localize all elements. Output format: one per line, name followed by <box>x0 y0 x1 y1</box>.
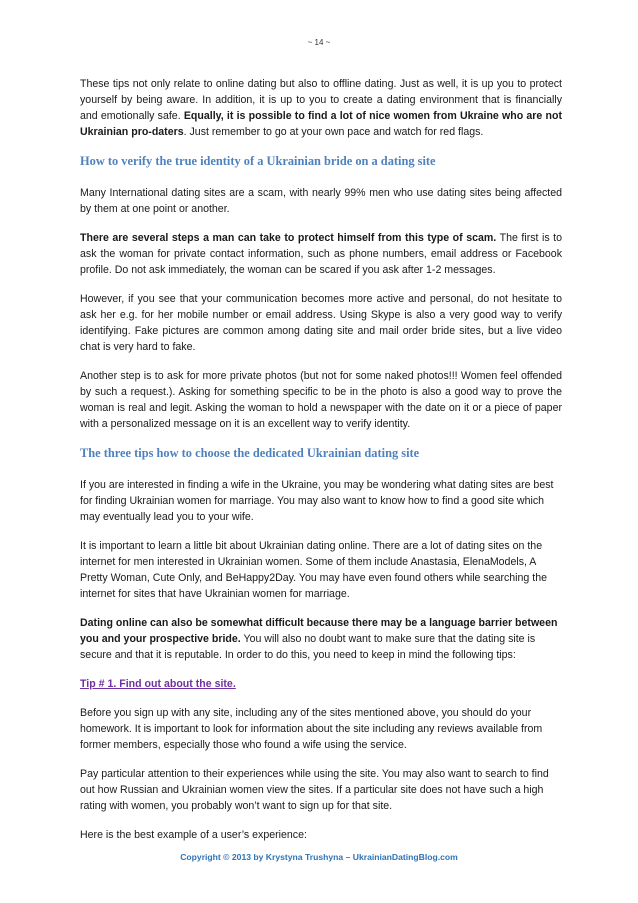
intro-bold: Equally, it is possible to find a lot of nice women from Ukraine who are not Ukrainian pro-daters <box>80 110 562 138</box>
paragraph-text: You will also no doubt want to make sure that the dating site is secure and that it is reputable. In order to do this, you need to keep in mind the following tips: <box>80 633 536 661</box>
document-body <box>80 76 562 856</box>
page-number: ~ 14 ~ <box>307 38 331 47</box>
section-heading-choose-site: The three tips how to choose the dedicated Ukrainian dating site <box>80 446 420 460</box>
bold-lead: There are several steps a man can take to protect himself from this type of scam. <box>80 232 497 244</box>
paragraph: Many International dating sites are a scam, with nearly 99% men who use dating sites being affected by them at one point or another. <box>80 187 562 215</box>
paragraph: Another step is to ask for more private photos (but not for some naked photos!!! Women feel offended by such a request.). Asking for something specific to be in the photo is also a good way to prove the woman is real and legit. Asking the woman to hold a newspaper with the date on it or a piece of paper with a personalized message on it is an excellent way to verify identity. <box>80 370 562 430</box>
paragraph <box>80 615 562 663</box>
paragraph: Pay particular attention to their experiences while using the site. You may also want to search to find out how Russian and Ukrainian women view the sites. If a particular site does not have such a high rating with women, you probably won’t want to sign up for that site. <box>80 768 549 812</box>
copyright-footer: Copyright © 2013 by Krystyna Trushyna – UkrainianDatingBlog.com <box>180 852 458 862</box>
paragraph: Before you sign up with any site, including any of the sites mentioned above, you should do your homework. It is important to look for information about the site including any reviews available from former members, especially those who found a wife using the service. <box>80 707 543 751</box>
intro-text-1: These tips not only relate to online dating but also to offline dating. Just as well, it is up you to protect yourself by being aware. In addition, it is up to you to create a dating environment that is financially and emotionally safe. <box>80 78 562 122</box>
bold-lead: Dating online can also be somewhat difficult because there may be a language barrier between you and your prospective bride. <box>80 617 558 645</box>
paragraph: Here is the best example of a user’s experience: <box>80 829 307 841</box>
intro-text-2: . Just remember to go at your own pace and watch for red flags. <box>183 126 484 138</box>
paragraph-text: The first is to ask the woman for private contact information, such as phone numbers, email address or Facebook profile. Do not ask immediately, the woman can be scared if you ask after 1-2 messages. <box>80 232 563 276</box>
paragraph: It is important to learn a little bit about Ukrainian dating online. There are a lot of dating sites on the internet for men interested in Ukrainian women. Some of them include Anastasia, ElenaModels, A Pretty Woman, Cute Only, and BeHappy2Day. You may have even found others while searching the internet for sites that have Ukrainian women for marriage. <box>80 540 547 600</box>
tip-1-link[interactable]: Tip # 1. Find out about the site. <box>80 678 236 690</box>
section-heading-verify-identity: How to verify the true identity of a Ukrainian bride on a dating site <box>80 154 436 168</box>
paragraph <box>80 230 562 278</box>
paragraph: However, if you see that your communication becomes more active and personal, do not hesitate to ask her e.g. for her mobile number or email address. Using Skype is also a very good way to verify identifying. Fake pictures are common among dating site and mail order bride sites, but a live video chat is very hard to fake. <box>80 293 562 353</box>
intro-paragraph <box>80 76 562 140</box>
paragraph: If you are interested in finding a wife in the Ukraine, you may be wondering what dating sites are best for finding Ukrainian women for marriage. You may also want to know how to find a good site which may eventually lead you to your wife. <box>80 479 554 523</box>
